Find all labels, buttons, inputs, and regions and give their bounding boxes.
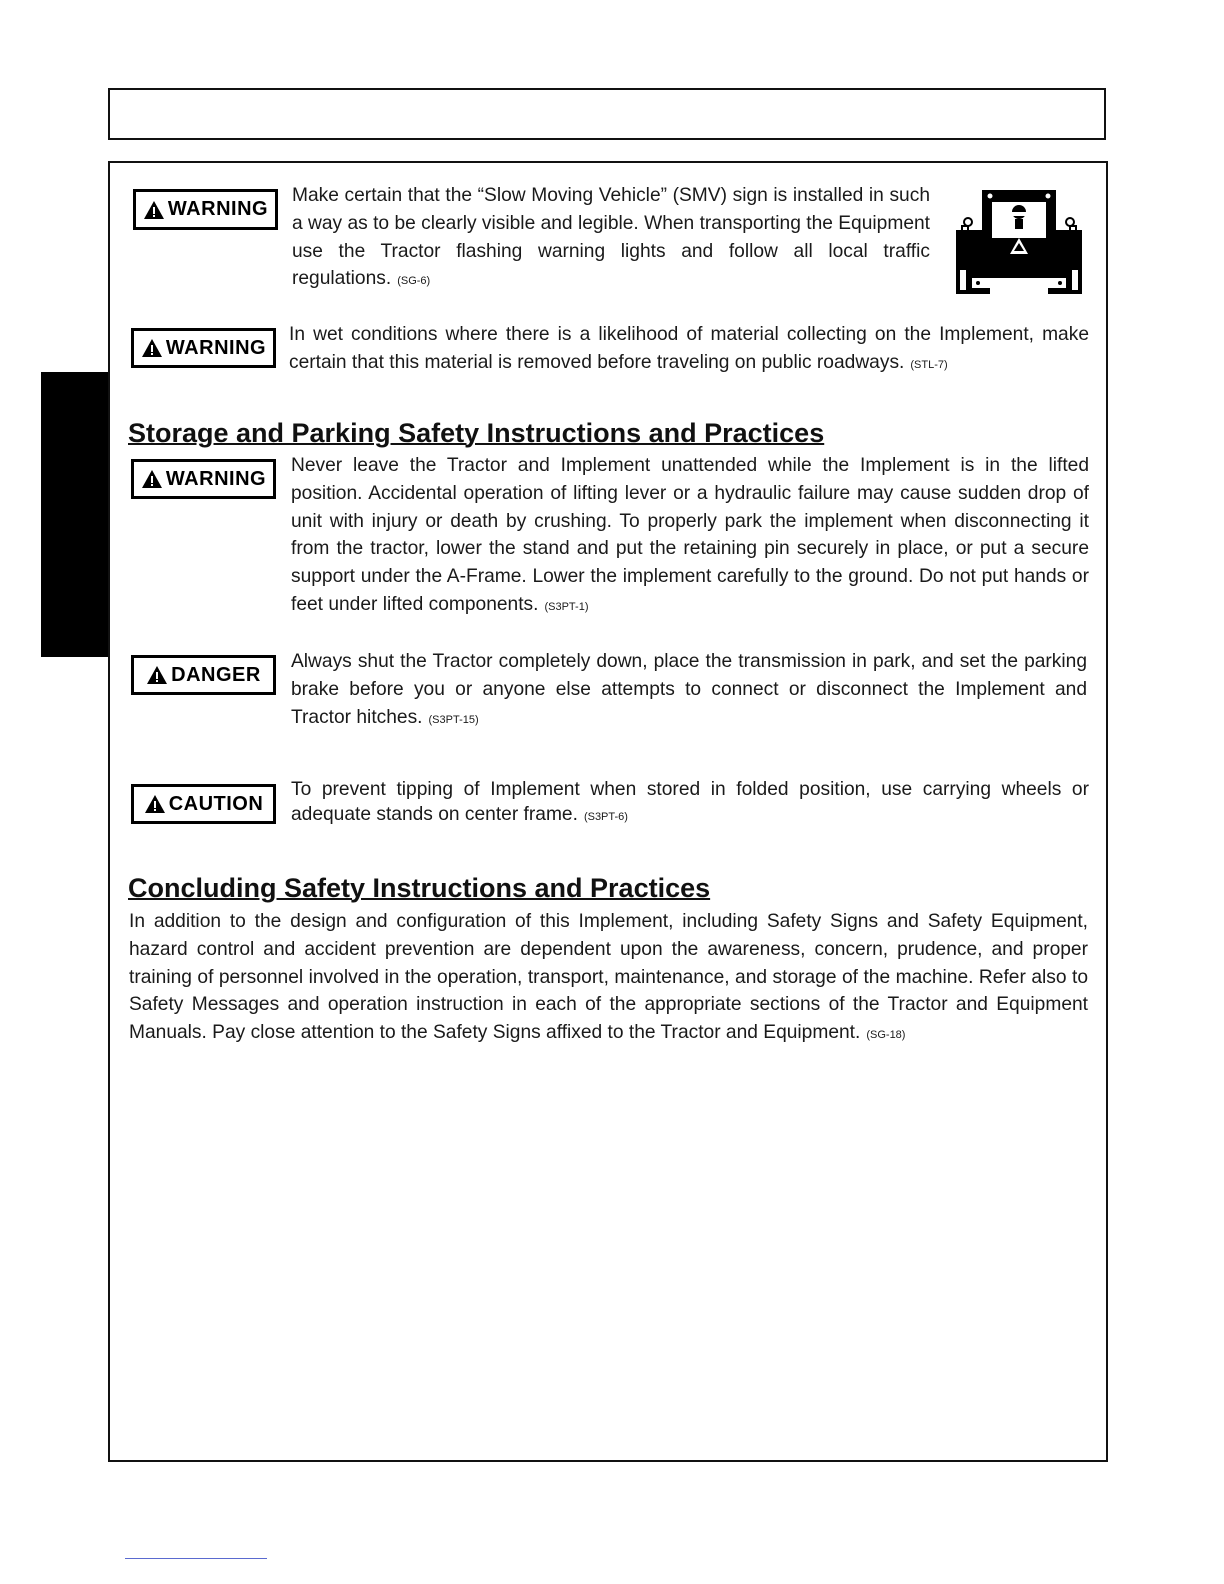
warning-triangle-icon [141,469,163,489]
label-text: WARNING [167,198,269,220]
warning-triangle-icon [146,665,168,685]
warning-paragraph: Never leave the Tractor and Implement unattended while the Implement is in the lifted position. Accidental operation of lifting lever or a hydraulic failure may cause sudden drop of unit with injury or death by crushing. To properly park the implement when disconnecting it from the tractor, lower the stand and put the retaining pin securely in place, or put a secure support under the A-Frame. Lower the implement carefully to the ground. Do not put hands or feet under lifted components. (S3PT-1) [291,455,1089,615]
warning-triangle-icon [143,200,165,220]
reference-code: (SG-6) [397,275,431,288]
reference-code: (S3PT-1) [544,600,589,613]
danger-label [131,655,276,695]
warning-label [133,189,278,230]
footer-rule [125,1558,267,1559]
label-text: WARNING [165,336,267,359]
tractor-smv-sign-icon [954,186,1084,294]
warning-label [131,459,276,499]
reference-code: (S3PT-6) [583,811,628,823]
section-title-storage: Storage and Parking Safety Instructions and Practices [128,418,825,448]
warning-triangle-icon [141,338,163,358]
label-text: DANGER [171,663,261,686]
danger-paragraph: Always shut the Tractor completely down, place the transmission in park, and set the parking brake before you or anyone else attempts to connect or disconnect the Implement and Tractor hitches. (S3PT-15) [291,651,1087,728]
reference-code: (SG-18) [866,1029,906,1042]
header-box [108,88,1106,140]
concluding-paragraph: In addition to the design and configuration of this Implement, including Safety Signs and Safety Equipment, hazard control and accident prevention are dependent upon the awareness, concern, prudence, and proper training of personnel involved in the operation, transport, maintenance, and storage of the machine. Refer also to Safety Messages and operation instruction in each of the appropriate sections of the Tractor and Equipment Manuals. Pay close attention to the Safety Signs affixed to the Tractor and Equipment. (SG-18) [129,911,1088,1044]
warning-paragraph: In wet conditions where there is a likelihood of material collecting on the Implement, make certain that this material is removed before traveling on public roadways. (STL-7) [289,324,1089,373]
section-title-concluding: Concluding Safety Instructions and Practices [128,873,711,903]
warning-label [131,328,276,368]
label-text: CAUTION [168,792,264,815]
label-text: WARNING [165,467,267,490]
section-tab [41,372,108,657]
caution-paragraph: To prevent tipping of Implement when stored in folded position, use carrying wheels or adequate stands on center frame. (S3PT-6) [291,779,1089,825]
reference-code: (S3PT-15) [428,713,479,726]
warning-paragraph: Make certain that the “Slow Moving Vehicle” (SMV) sign is installed in such a way as to be clearly visible and legible. When transporting the Equipment use the Tractor flashing warning lights and follow all local traffic regulations. (SG-6) [292,185,930,290]
reference-code: (STL-7) [910,358,948,371]
warning-triangle-icon [144,794,166,814]
caution-label [131,784,276,824]
